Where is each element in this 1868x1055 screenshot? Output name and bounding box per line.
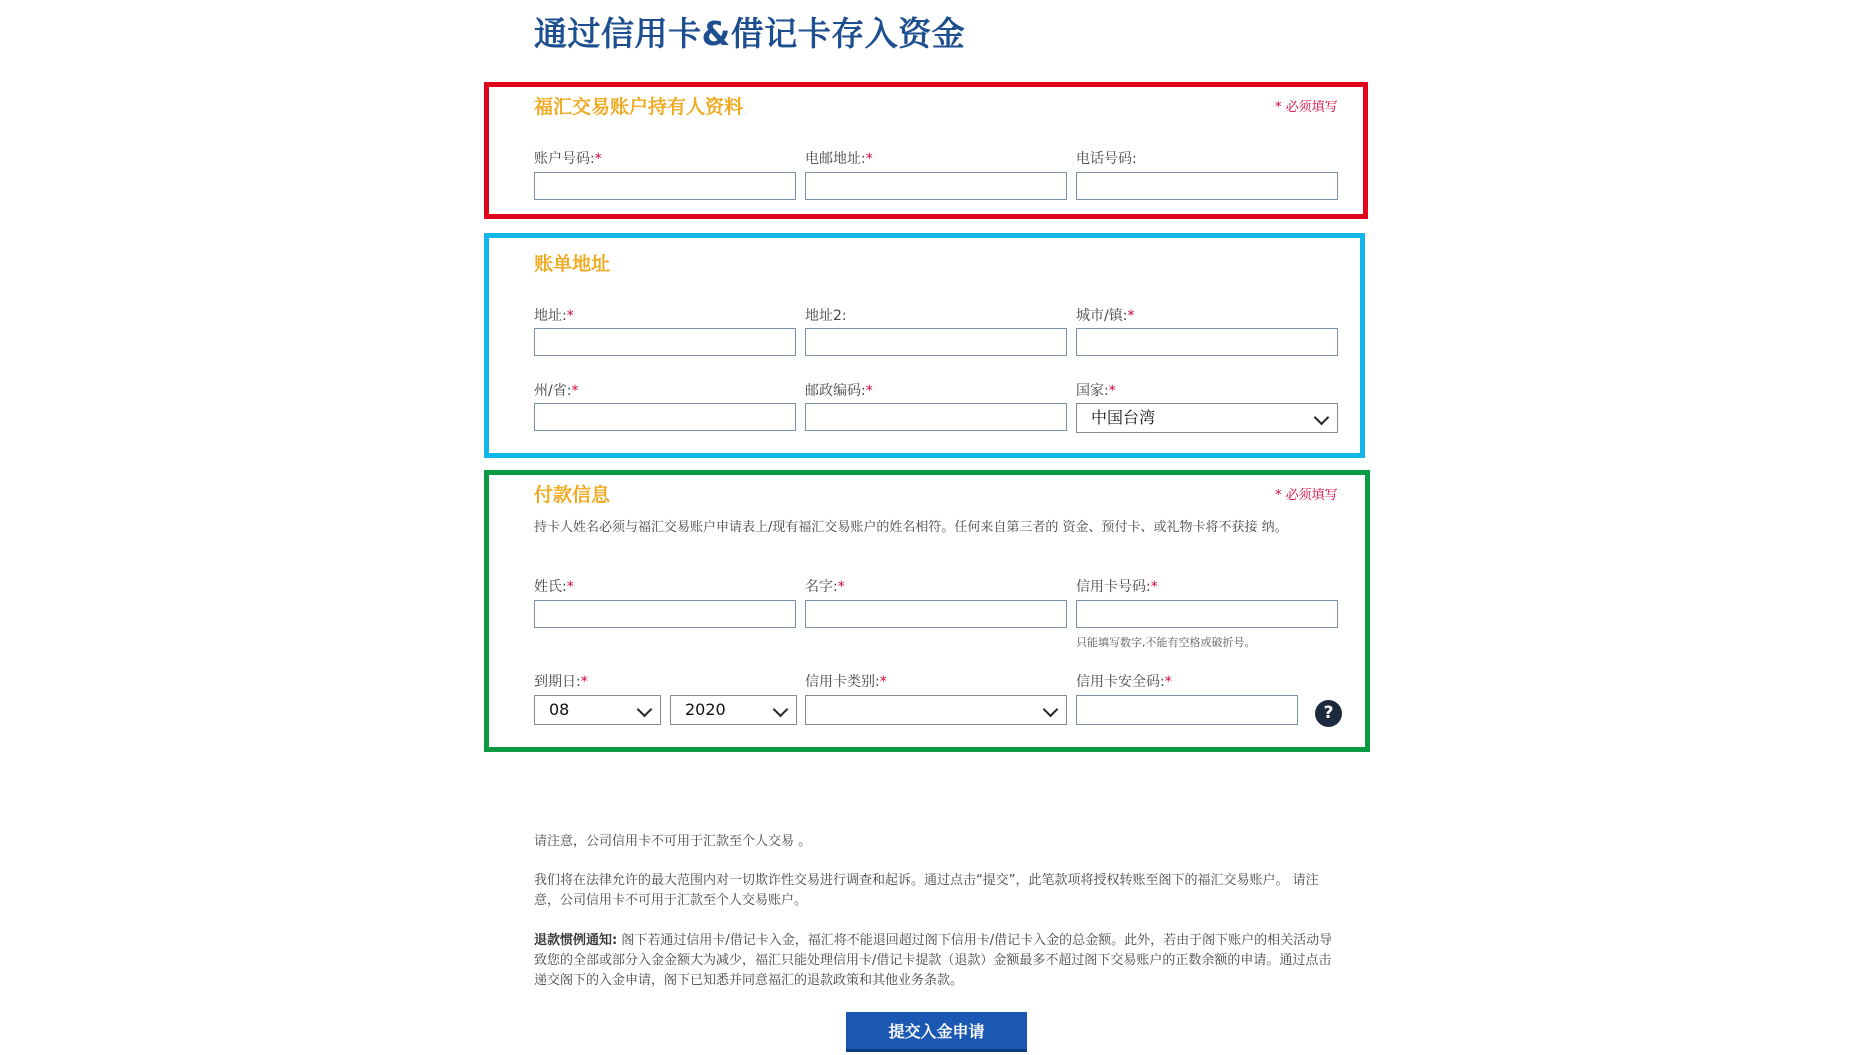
- expiry-year-value: 2020: [685, 700, 726, 719]
- chevron-down-icon: [773, 702, 789, 718]
- billing-section-title: 账单地址: [534, 253, 611, 275]
- card-number-label: 信用卡号码:*: [1076, 579, 1158, 595]
- country-value: 中国台湾: [1091, 408, 1156, 427]
- account-number-input[interactable]: [534, 172, 796, 200]
- payment-section-title: 付款信息: [534, 484, 611, 506]
- email-input[interactable]: [805, 172, 1067, 200]
- country-select[interactable]: [1076, 403, 1338, 433]
- required-note: * 必须填写: [1275, 488, 1338, 503]
- cvv-label: 信用卡安全码:*: [1076, 674, 1172, 690]
- zip-input[interactable]: [805, 403, 1067, 431]
- state-input[interactable]: [534, 403, 796, 431]
- card-type-label: 信用卡类别:*: [805, 674, 887, 690]
- phone-input[interactable]: [1076, 172, 1338, 200]
- address-input[interactable]: [534, 328, 796, 356]
- expiry-label: 到期日:*: [534, 674, 588, 690]
- email-label: 电邮地址:*: [805, 151, 873, 167]
- refund-policy-heading: 退款惯例通知:: [534, 933, 618, 948]
- state-label: 州/省:*: [534, 383, 579, 399]
- chevron-down-icon: [1043, 702, 1059, 718]
- firstname-label: 名字:*: [805, 579, 845, 595]
- expiry-year-select[interactable]: [670, 695, 797, 725]
- city-input[interactable]: [1076, 328, 1338, 356]
- chevron-down-icon: [637, 702, 653, 718]
- holder-section-title: 福汇交易账户持有人资料: [534, 96, 744, 118]
- question-mark-icon[interactable]: ?: [1315, 700, 1342, 727]
- address2-label: 地址2:: [805, 308, 847, 324]
- country-label: 国家:*: [1076, 383, 1116, 399]
- card-type-select[interactable]: [805, 695, 1067, 725]
- refund-policy-notice: [534, 931, 1334, 991]
- required-note: * 必须填写: [1275, 100, 1338, 115]
- card-number-input[interactable]: [1076, 600, 1338, 628]
- account-number-label: 账户号码:*: [534, 151, 602, 167]
- refund-policy-text: 阁下若通过信用卡/借记卡入金，福汇将不能退回超过阁下信用卡/借记卡入金的总金额。此外，若由于阁下账户的相关活动导致您的全部或部分入金金额大为减少，福汇只能处理信用卡/借记卡提款（退款）金额最多不超过阁下交易账户的正数余额的申请。通过点击递交阁下的入金申请，阁下已知悉并同意福汇的退款政策和其他业务条款。: [534, 933, 1333, 988]
- address2-input[interactable]: [805, 328, 1067, 356]
- cvv-input[interactable]: [1076, 695, 1298, 725]
- city-label: 城市/镇:*: [1076, 308, 1135, 324]
- cardholder-notice: 持卡人姓名必须与福汇交易账户申请表上/现有福汇交易账户的姓名相符。任何来自第三者的 资金、预付卡、或礼物卡将不获接 纳。: [534, 520, 1288, 535]
- page-title: 通过信用卡&借记卡存入资金: [534, 14, 966, 53]
- fraud-notice: 我们将在法律允许的最大范围内对一切欺诈性交易进行调查和起诉。通过点击“提交”，此笔款项将授权转账至阁下的福汇交易账户。 请注意，公司信用卡不可用于汇款至个人交易账户。: [534, 873, 1319, 908]
- chevron-down-icon: [1314, 410, 1330, 426]
- corporate-card-note: 请注意，公司信用卡不可用于汇款至个人交易 。: [534, 834, 812, 849]
- firstname-input[interactable]: [805, 600, 1067, 628]
- expiry-month-value: 08: [549, 700, 570, 719]
- submit-deposit-button[interactable]: 提交入金申请: [846, 1012, 1027, 1052]
- lastname-input[interactable]: [534, 600, 796, 628]
- phone-label: 电话号码:: [1076, 151, 1137, 167]
- expiry-month-select[interactable]: [534, 695, 661, 725]
- zip-label: 邮政编码:*: [805, 383, 873, 399]
- address-label: 地址:*: [534, 308, 574, 324]
- card-number-hint: 只能填写数字,不能有空格或破折号。: [1076, 636, 1256, 649]
- lastname-label: 姓氏:*: [534, 579, 574, 595]
